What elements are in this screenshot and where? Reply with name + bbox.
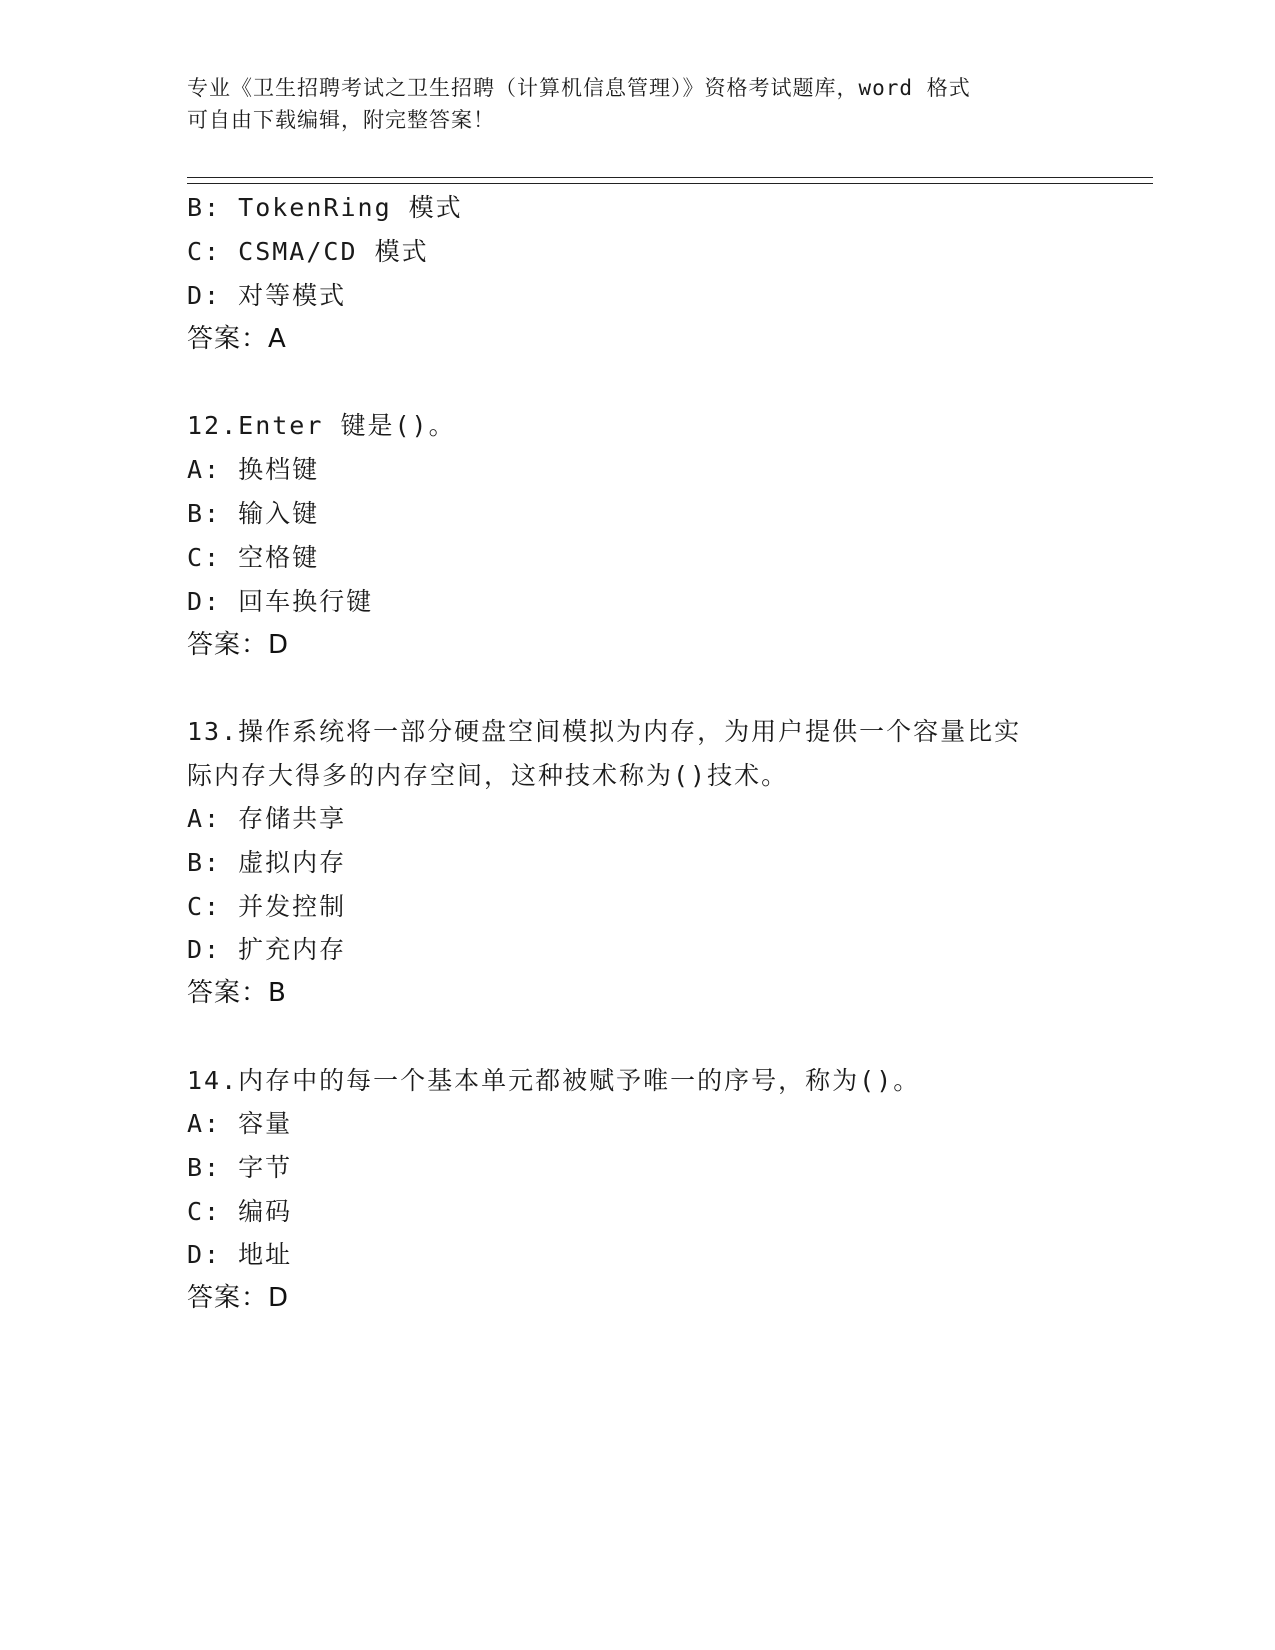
header-line-1: 专业《卫生招聘考试之卫生招聘（计算机信息管理）》资格考试题库，word 格式 [187,76,971,100]
q11-option-d: D: 对等模式 [187,281,347,310]
q14-option-b: B: 字节 [187,1153,293,1182]
q11-option-c: C: CSMA/CD 模式 [187,237,429,266]
q13-option-d: D: 扩充内存 [187,935,347,964]
q13-option-a: A: 存储共享 [187,804,347,833]
q14-stem: 14.内存中的每一个基本单元都被赋予唯一的序号，称为()。 [187,1066,921,1095]
q12-option-c: C: 空格键 [187,543,320,572]
header-line-2: 可自由下载编辑，附完整答案！ [187,108,495,132]
q14-option-a: A: 容量 [187,1109,293,1138]
q12-option-b: B: 输入键 [187,499,320,528]
q14-option-d: D: 地址 [187,1240,293,1269]
q14-answer: 答案：D [187,1283,290,1313]
q11-answer: 答案：A [187,324,287,354]
q13-stem-line-1: 13.操作系统将一部分硬盘空间模拟为内存，为用户提供一个容量比实 [187,717,1022,746]
q12-stem: 12.Enter 键是()。 [187,411,456,440]
q13-answer: 答案：B [187,978,287,1008]
q12-option-d: D: 回车换行键 [187,587,374,616]
q13-option-b: B: 虚拟内存 [187,848,347,877]
q12-answer: 答案：D [187,630,290,660]
document-header [187,72,1087,136]
q14-option-c: C: 编码 [187,1197,293,1226]
q11-option-b: B: TokenRing 模式 [187,193,463,222]
q13-stem-line-2: 际内存大得多的内存空间，这种技术称为()技术。 [187,761,789,790]
q13-option-c: C: 并发控制 [187,892,347,921]
q12-option-a: A: 换档键 [187,455,320,484]
header-divider-top [187,177,1153,178]
header-divider-bottom [187,183,1153,184]
